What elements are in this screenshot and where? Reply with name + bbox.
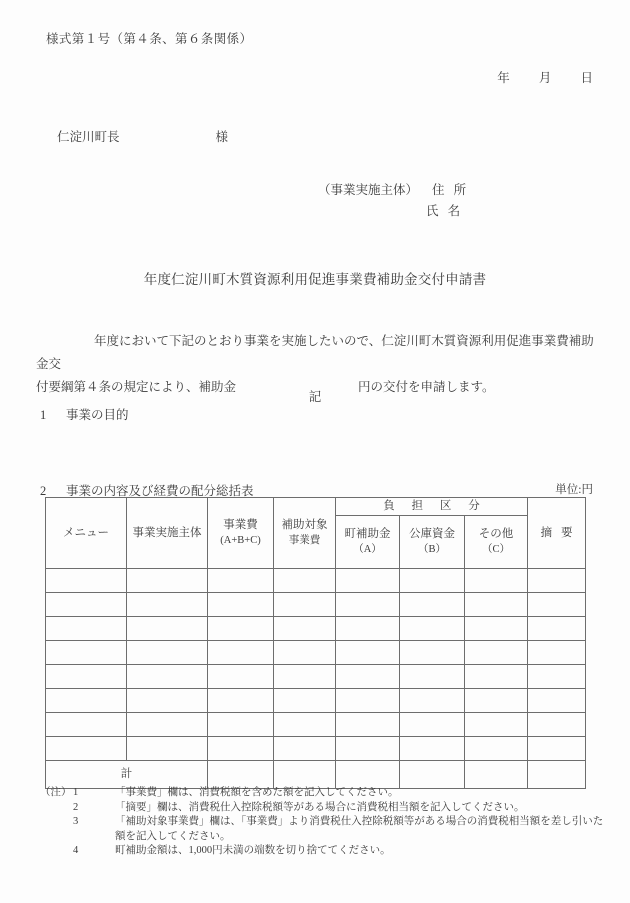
table-row	[46, 665, 586, 689]
cell-remarks[interactable]	[528, 713, 586, 737]
table-body	[46, 569, 586, 789]
cell-menu[interactable]	[46, 617, 127, 641]
table-row	[46, 641, 586, 665]
cell-project-cost[interactable]	[208, 665, 274, 689]
cell-entity[interactable]	[127, 737, 208, 761]
cell-town-subsidy[interactable]	[336, 641, 400, 665]
total-other[interactable]	[465, 761, 528, 789]
notes-section	[40, 786, 604, 859]
note-item	[40, 844, 600, 859]
col-header-public-fund-line2: （B）	[417, 544, 446, 555]
cell-project-cost[interactable]	[208, 713, 274, 737]
col-header-burden-group: 負 担 区 分	[336, 498, 528, 516]
cell-other[interactable]	[465, 665, 528, 689]
cell-public-fund[interactable]	[400, 737, 465, 761]
cell-town-subsidy[interactable]	[336, 689, 400, 713]
note-text: 町補助金額は、1,000円未満の端数を切り捨ててください。	[115, 845, 391, 857]
date-year-label: 年	[497, 71, 510, 85]
col-header-other-line2: （C）	[482, 544, 511, 555]
cell-project-cost[interactable]	[208, 737, 274, 761]
cell-public-fund[interactable]	[400, 569, 465, 593]
cell-project-cost[interactable]	[208, 617, 274, 641]
cell-project-cost[interactable]	[208, 641, 274, 665]
table-row	[46, 593, 586, 617]
cell-other[interactable]	[465, 641, 528, 665]
cell-menu[interactable]	[46, 569, 127, 593]
cell-remarks[interactable]	[528, 569, 586, 593]
total-town-subsidy[interactable]	[336, 761, 400, 789]
cell-remarks[interactable]	[528, 641, 586, 665]
cell-menu[interactable]	[46, 689, 127, 713]
cell-menu[interactable]	[46, 593, 127, 617]
cell-town-subsidy[interactable]	[336, 665, 400, 689]
section-1-title: 事業の目的	[66, 408, 129, 422]
cell-subsidy-target[interactable]	[274, 617, 336, 641]
col-header-entity: 事業実施主体	[127, 498, 208, 569]
section-1-number: 1	[40, 408, 47, 422]
expense-table-wrapper	[45, 497, 585, 789]
note-text: 「事業費」欄は、消費税額を含めた額を記入してください。	[115, 787, 399, 798]
note-item	[40, 786, 600, 801]
cell-other[interactable]	[465, 569, 528, 593]
col-header-other-line1: その他	[478, 528, 514, 540]
cell-other[interactable]	[465, 713, 528, 737]
applicant-address-row	[318, 180, 469, 201]
cell-menu[interactable]	[46, 665, 127, 689]
section-1-heading	[40, 405, 129, 423]
cell-menu[interactable]	[46, 737, 127, 761]
cell-subsidy-target[interactable]	[274, 593, 336, 617]
note-text: 「摘要」欄は、消費税仕入控除税額等がある場合に消費税相当額を記入してください。	[115, 801, 525, 813]
cell-entity[interactable]	[127, 713, 208, 737]
cell-subsidy-target[interactable]	[274, 641, 336, 665]
body-line-2b: 円の交付を申請します。	[358, 380, 495, 394]
addressee-line	[57, 127, 228, 145]
section-2-number: 2	[40, 484, 47, 498]
cell-other[interactable]	[465, 617, 528, 641]
col-header-project-cost	[208, 498, 274, 569]
cell-subsidy-target[interactable]	[274, 713, 336, 737]
body-line-2a: 付要綱第４条の規定により、補助金	[36, 380, 237, 394]
col-header-town-subsidy	[336, 516, 400, 569]
cell-remarks[interactable]	[528, 737, 586, 761]
col-header-public-fund	[400, 516, 465, 569]
form-number: 様式第１号（第４条、第６条関係）	[46, 32, 253, 46]
applicant-entity-label: （事業実施主体）	[318, 183, 419, 197]
note-index: 3	[73, 816, 79, 828]
cell-public-fund[interactable]	[400, 713, 465, 737]
cell-entity[interactable]	[127, 593, 208, 617]
cell-entity[interactable]	[127, 665, 208, 689]
cell-other[interactable]	[465, 593, 528, 617]
cell-subsidy-target[interactable]	[274, 737, 336, 761]
table-header-row-top	[46, 498, 586, 516]
body-line-1: 年度において下記のとおり事業を実施したいので、仁淀川町木質資源利用促進事業費補助金交	[36, 334, 594, 371]
page-title: 年度仁淀川町木質資源利用促進事業費補助金交付申請書	[143, 272, 487, 287]
table-row	[46, 713, 586, 737]
cell-remarks[interactable]	[528, 689, 586, 713]
table-row	[46, 737, 586, 761]
cell-menu[interactable]	[46, 641, 127, 665]
cell-project-cost[interactable]	[208, 689, 274, 713]
cell-subsidy-target[interactable]	[274, 689, 336, 713]
cell-town-subsidy[interactable]	[336, 617, 400, 641]
note-continuation	[40, 830, 600, 845]
note-item	[40, 801, 600, 816]
note-continuation-text: 額を記入してください。	[115, 830, 231, 842]
cell-other[interactable]	[465, 689, 528, 713]
note-index: 4	[73, 845, 79, 857]
cell-public-fund[interactable]	[400, 593, 465, 617]
cell-project-cost[interactable]	[208, 569, 274, 593]
cell-remarks[interactable]	[528, 617, 586, 641]
applicant-name-label: 氏 名	[426, 204, 464, 218]
section-2-title: 事業の内容及び経費の配分総括表	[66, 484, 254, 498]
col-header-town-subsidy-line1: 町補助金	[344, 528, 391, 540]
cell-town-subsidy[interactable]	[336, 593, 400, 617]
cell-remarks[interactable]	[528, 593, 586, 617]
note-index: 1	[73, 787, 79, 798]
table-row	[46, 569, 586, 593]
cell-public-fund[interactable]	[400, 665, 465, 689]
total-label-cell: 計	[46, 761, 208, 789]
col-header-public-fund-line1: 公庫資金	[409, 528, 455, 540]
total-public-fund[interactable]	[400, 761, 465, 789]
cell-entity[interactable]	[127, 569, 208, 593]
cell-entity[interactable]	[127, 641, 208, 665]
cell-remarks[interactable]	[528, 665, 586, 689]
applicant-address-label: 住 所	[432, 183, 470, 197]
date-line	[497, 68, 593, 86]
total-project-cost[interactable]	[208, 761, 274, 789]
cell-subsidy-target[interactable]	[274, 569, 336, 593]
cell-menu[interactable]	[46, 713, 127, 737]
table-total-row	[46, 761, 586, 789]
col-header-town-subsidy-line2: （A）	[353, 544, 382, 555]
cell-public-fund[interactable]	[400, 689, 465, 713]
total-subsidy-target[interactable]	[274, 761, 336, 789]
cell-town-subsidy[interactable]	[336, 737, 400, 761]
addressee-name: 仁淀川町長	[57, 130, 120, 144]
expense-allocation-table	[45, 497, 586, 789]
col-header-subsidy-target-line1: 補助対象	[281, 519, 328, 531]
total-remarks[interactable]	[528, 761, 586, 789]
notes-tag: （注）	[40, 787, 72, 798]
date-month-label: 月	[538, 71, 552, 85]
col-header-subsidy-target	[274, 498, 336, 569]
col-header-project-cost-formula: (A+B+C)	[220, 535, 261, 546]
cell-public-fund[interactable]	[400, 641, 465, 665]
col-header-remarks: 摘 要	[528, 498, 586, 569]
applicant-name-row	[318, 201, 469, 222]
table-row	[46, 689, 586, 713]
note-index: 2	[73, 801, 79, 813]
cell-entity[interactable]	[127, 617, 208, 641]
table-row	[46, 617, 586, 641]
col-header-subsidy-target-line2: 事業費	[288, 535, 321, 546]
cell-town-subsidy[interactable]	[336, 569, 400, 593]
note-item	[40, 815, 604, 830]
cell-entity[interactable]	[127, 689, 208, 713]
cell-project-cost[interactable]	[208, 593, 274, 617]
unit-label: 単位:円	[555, 484, 593, 496]
col-header-menu: メニュー	[46, 498, 127, 569]
col-header-project-cost-main: 事業費	[223, 519, 258, 531]
applicant-block	[318, 180, 469, 222]
cell-other[interactable]	[465, 737, 528, 761]
addressee-honorific: 様	[215, 130, 229, 144]
col-header-other	[465, 516, 528, 569]
ki-mark: 記	[308, 390, 322, 404]
date-day-label: 日	[580, 71, 593, 85]
cell-public-fund[interactable]	[400, 617, 465, 641]
note-text: 「補助対象事業費」欄は、「事業費」より消費税仕入控除税額等がある場合の消費税相当額を差し引いた	[115, 816, 604, 828]
cell-subsidy-target[interactable]	[274, 665, 336, 689]
cell-town-subsidy[interactable]	[336, 713, 400, 737]
